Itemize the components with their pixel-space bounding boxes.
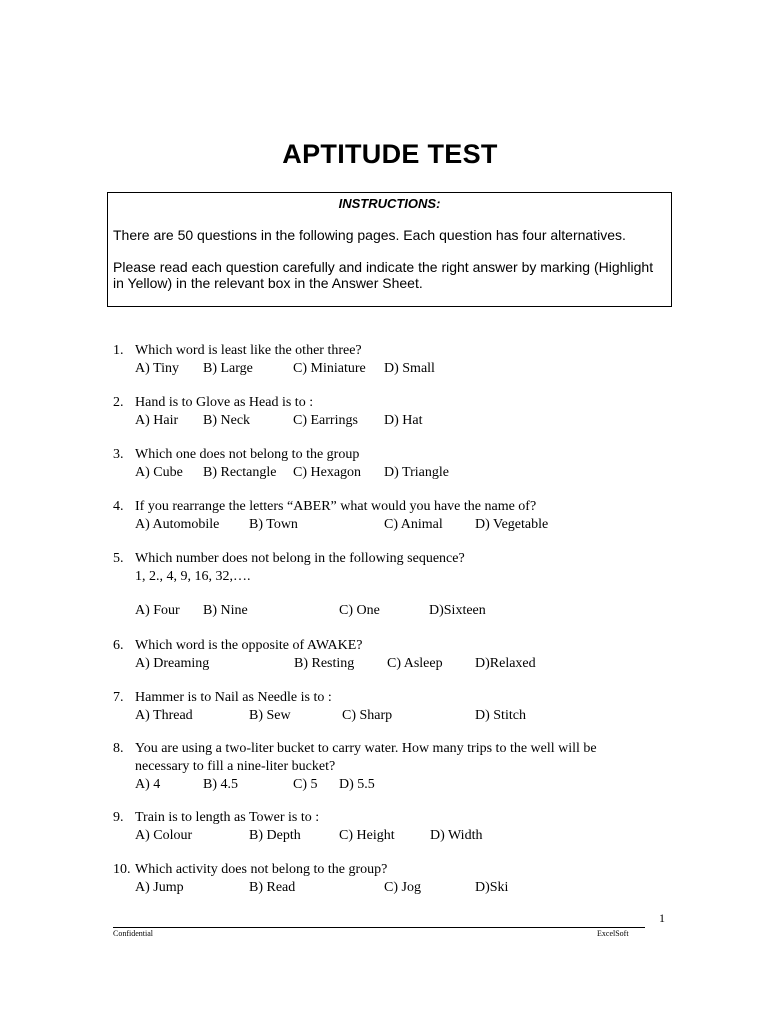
option-b: B) Sew — [249, 708, 291, 723]
option-b: B) Rectangle — [203, 465, 277, 480]
question-text: Train is to length as Tower is to : — [135, 810, 320, 825]
option-c: C) Miniature — [293, 361, 366, 376]
question-text: You are using a two-liter bucket to carry water. How many trips to the well will be — [135, 741, 597, 756]
question-text: Which word is the opposite of AWAKE? — [135, 638, 363, 653]
option-a: A) Four — [135, 603, 180, 618]
question-number: 8. — [113, 741, 124, 756]
question-text: Which one does not belong to the group — [135, 447, 360, 462]
instructions-box — [107, 192, 672, 307]
question-text-line-2: necessary to fill a nine-liter bucket? — [135, 759, 336, 774]
page-number: 1 — [659, 911, 665, 925]
question-number: 7. — [113, 690, 124, 705]
option-b: B) Depth — [249, 828, 301, 843]
option-c: C) Earrings — [293, 413, 358, 428]
option-b: B) Resting — [294, 656, 355, 671]
option-a: A) Cube — [135, 465, 183, 480]
option-b: B) Nine — [203, 603, 248, 618]
question-sequence: 1, 2., 4, 9, 16, 32,…. — [135, 569, 251, 584]
question-number: 5. — [113, 551, 124, 566]
instructions-paragraph: Please read each question carefully and indicate the right answer by marking (Highlight in Yellow) in the relevant box in the Answer Sheet. — [113, 259, 654, 291]
option-c: C) Height — [339, 828, 395, 843]
option-a: A) Jump — [135, 880, 184, 895]
option-c: C) Hexagon — [293, 465, 362, 480]
option-a: A) Thread — [135, 708, 193, 723]
question-number: 1. — [113, 343, 124, 358]
question-text: Which number does not belong in the following sequence? — [135, 551, 465, 566]
question-text: Which activity does not belong to the group? — [135, 862, 388, 877]
question-number: 2. — [113, 395, 124, 410]
option-c: C) 5 — [293, 777, 318, 792]
option-d: D) Stitch — [475, 708, 526, 723]
question-number: 9. — [113, 810, 124, 825]
option-d: D) Triangle — [384, 465, 449, 480]
option-a: A) Hair — [135, 413, 179, 428]
option-d: D) Vegetable — [475, 517, 549, 532]
option-b: B) Large — [203, 361, 253, 376]
option-c: C) Asleep — [387, 656, 443, 671]
question-number: 3. — [113, 447, 124, 462]
option-d: D)Ski — [475, 880, 509, 895]
option-d: D) Width — [430, 828, 483, 843]
footer-confidential: Confidential — [113, 929, 153, 938]
option-b: B) Town — [249, 517, 298, 532]
option-b: B) 4.5 — [203, 777, 238, 792]
option-d: D) 5.5 — [339, 777, 375, 792]
option-c: C) One — [339, 603, 380, 618]
option-c: C) Animal — [384, 517, 443, 532]
question-text: Which word is least like the other three? — [135, 343, 362, 358]
footer-divider — [113, 927, 645, 928]
page-title: APTITUDE TEST — [282, 139, 498, 169]
instructions-heading: INSTRUCTIONS: — [338, 196, 441, 211]
question-text: Hand is to Glove as Head is to : — [135, 395, 314, 410]
question-text: If you rearrange the letters “ABER” what would you have the name of? — [135, 499, 537, 514]
option-a: A) Tiny — [135, 361, 179, 376]
option-a: A) 4 — [135, 777, 161, 792]
option-a: A) Automobile — [135, 517, 220, 532]
option-b: B) Neck — [203, 413, 251, 428]
footer-company: ExcelSoft — [597, 929, 629, 938]
instructions-paragraph: There are 50 questions in the following pages. Each question has four alternatives. — [113, 227, 626, 243]
option-d: D)Sixteen — [429, 603, 486, 618]
option-c: C) Sharp — [342, 708, 393, 723]
option-d: D) Small — [384, 361, 435, 376]
option-a: A) Dreaming — [135, 656, 210, 671]
question-number: 6. — [113, 638, 124, 653]
question-number: 4. — [113, 499, 124, 514]
option-d: D) Hat — [384, 413, 423, 428]
option-c: C) Jog — [384, 880, 421, 895]
question-text: Hammer is to Nail as Needle is to : — [135, 690, 332, 705]
option-d: D)Relaxed — [475, 656, 536, 671]
question-number: 10. — [113, 862, 131, 877]
option-b: B) Read — [249, 880, 296, 895]
option-a: A) Colour — [135, 828, 193, 843]
